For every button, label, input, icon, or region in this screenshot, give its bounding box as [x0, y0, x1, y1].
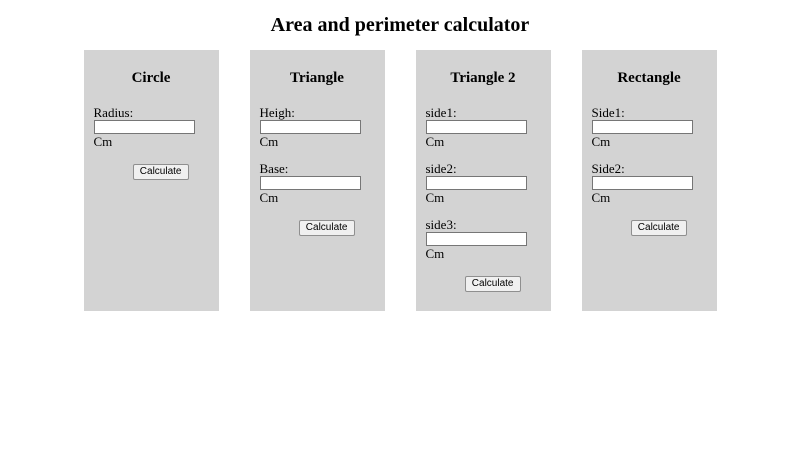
- field-base: [260, 161, 375, 205]
- field-label: side1:: [425, 105, 457, 120]
- circle-radius-input[interactable]: [94, 120, 195, 134]
- rectangle-side1-input[interactable]: [592, 120, 693, 134]
- field-side2: [426, 161, 541, 205]
- triangle2-side2-input[interactable]: [426, 176, 527, 190]
- triangle-base-input[interactable]: [260, 176, 361, 190]
- field-side1: [592, 105, 707, 149]
- field-label: Heigh:: [259, 105, 295, 120]
- card-title: Triangle 2: [450, 70, 516, 86]
- button-row: [94, 161, 209, 180]
- unit-label: Cm: [425, 134, 445, 149]
- card-triangle: [250, 50, 385, 311]
- cards-container: [84, 50, 717, 311]
- rectangle-calculate-button[interactable]: Calculate: [631, 220, 687, 236]
- field-label: Radius:: [93, 105, 134, 120]
- field-label: Base:: [259, 161, 289, 176]
- unit-label: Cm: [93, 134, 113, 149]
- field-side1: [426, 105, 541, 149]
- unit-label: Cm: [425, 246, 445, 261]
- rectangle-side2-input[interactable]: [592, 176, 693, 190]
- unit-label: Cm: [591, 134, 611, 149]
- triangle2-side3-input[interactable]: [426, 232, 527, 246]
- field-side3: [426, 217, 541, 261]
- triangle-calculate-button[interactable]: Calculate: [299, 220, 355, 236]
- field-heigh: [260, 105, 375, 149]
- unit-label: Cm: [259, 134, 279, 149]
- field-side2: [592, 161, 707, 205]
- button-row: [426, 273, 541, 292]
- card-title: Triangle: [290, 70, 344, 86]
- button-row: [260, 217, 375, 236]
- field-label: side3:: [425, 217, 457, 232]
- card-circle: [84, 50, 219, 311]
- unit-label: Cm: [259, 190, 279, 205]
- card-triangle-2: [416, 50, 551, 311]
- field-label: side2:: [425, 161, 457, 176]
- triangle-heigh-input[interactable]: [260, 120, 361, 134]
- field-label: Side2:: [591, 161, 625, 176]
- card-title: Circle: [131, 70, 171, 86]
- card-rectangle: [582, 50, 717, 311]
- card-title: Rectangle: [617, 70, 681, 86]
- field-label: Side1:: [591, 105, 625, 120]
- triangle2-side1-input[interactable]: [426, 120, 527, 134]
- circle-calculate-button[interactable]: Calculate: [133, 164, 189, 180]
- triangle2-calculate-button[interactable]: Calculate: [465, 276, 521, 292]
- button-row: [592, 217, 707, 236]
- page-title: Area and perimeter calculator: [270, 14, 530, 36]
- unit-label: Cm: [425, 190, 445, 205]
- field-radius: [94, 105, 209, 149]
- unit-label: Cm: [591, 190, 611, 205]
